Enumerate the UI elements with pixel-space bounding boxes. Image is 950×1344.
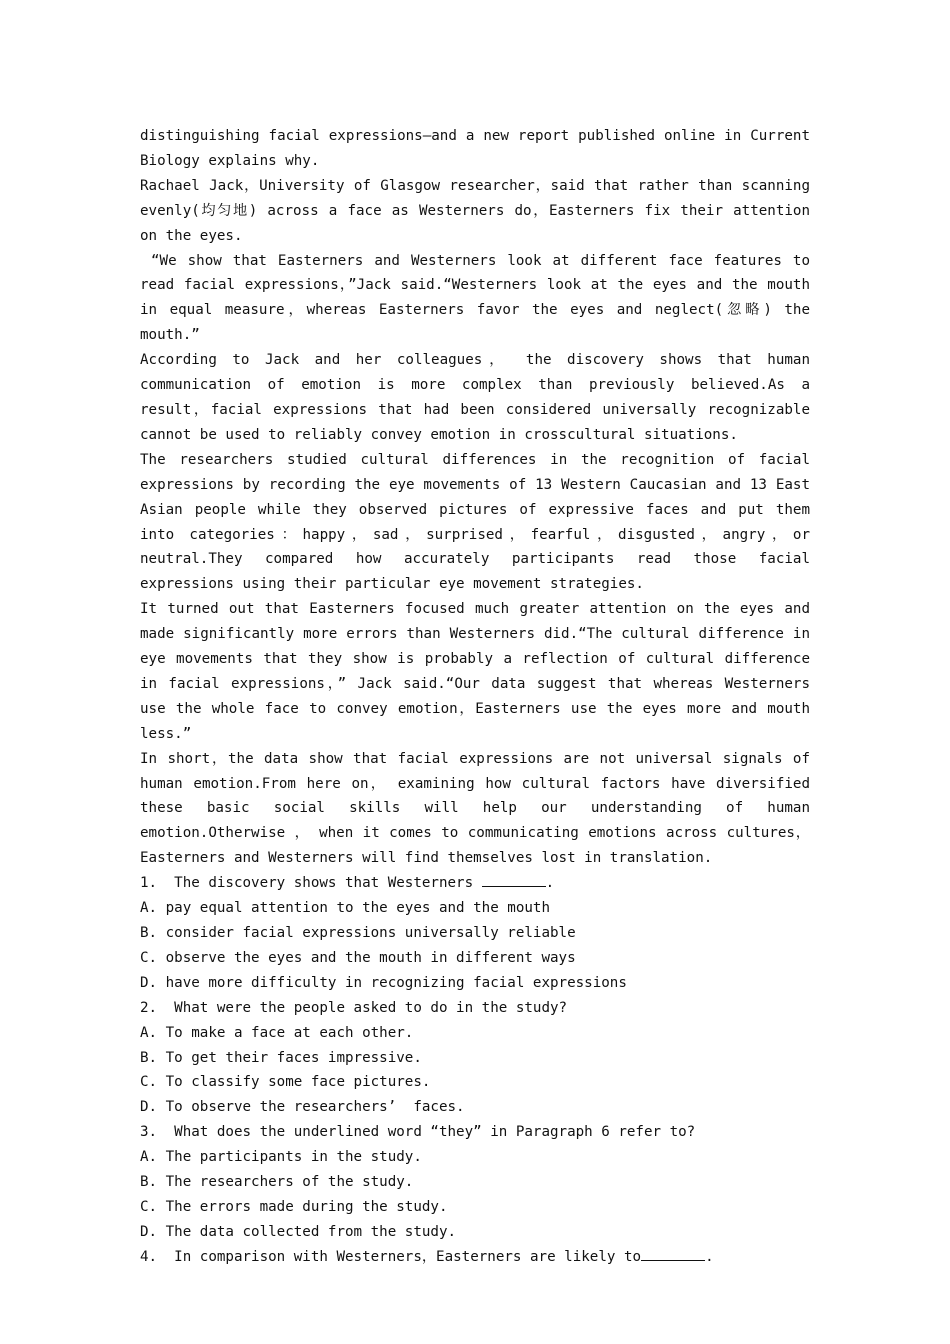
question-1: [140, 871, 810, 996]
answer-option: A. The participants in the study.: [140, 1149, 422, 1166]
question-stem: [140, 1245, 810, 1270]
answer-option: B. consider facial expressions universally reliable: [140, 925, 576, 941]
question-stem-end: .: [545, 875, 555, 892]
answer-option: A. To make a face at each other.: [140, 1024, 414, 1041]
answer-blank: [641, 1246, 705, 1261]
question-stem-text: 4. In comparison with Westerners，Easterners are likely to: [140, 1248, 642, 1265]
question-2: [140, 996, 810, 1121]
answer-option: A. pay equal attention to the eyes and the mouth: [140, 900, 550, 917]
paragraph: In short，the data show that facial expressions are not universal signals of human emotion.From here on， examining how cultural factors have diversified these basic social skills will help our understanding of human emotion.Otherwise ， when it comes to communicating emotions across cultures，Easterners and Westerners will find themselves lost in translation.: [140, 750, 819, 867]
document-page: [140, 124, 819, 1270]
question-stem-text: 1. The discovery shows that Westerners: [140, 875, 482, 892]
paragraph: “We show that Easterners and Westerners look at different face features to read facial expressions，”Jack said.“Westerners look at the eyes and the mouth in equal measure，whereas Easterners favor the eyes and neglect(忽略) the mouth.”: [140, 252, 819, 344]
question-4: [140, 1245, 810, 1270]
paragraph: It turned out that Easterners focused much greater attention on the eyes and made significantly more errors than Westerners did.“The cultural difference in eye movements that they show is probably a reflection of cultural difference in facial expressions，” Jack said.“Our data suggest that whereas Westerners use the whole face to convey emotion，Easterners use the eyes more and mouth less.”: [140, 601, 819, 742]
question-stem: 3. What does the underlined word “they” in Paragraph 6 refer to?: [140, 1124, 696, 1141]
question-stem: 2. What were the people asked to do in the study?: [140, 999, 568, 1016]
answer-option: C. To classify some face pictures.: [140, 1074, 431, 1091]
answer-option: B. To get their faces impressive.: [140, 1049, 422, 1066]
answer-blank: [482, 872, 546, 887]
answer-option: C. The errors made during the study.: [140, 1198, 448, 1215]
paragraph: The researchers studied cultural differences in the recognition of facial expressions by recording the eye movements of 13 Western Caucasian and 13 East Asian people while they observed pictures of expressive faces and put them into categories：happy，sad，surprised，fearful，disgusted，angry，or neutral.They compared how accurately participants read those facial expressions using their particular eye movement strategies.: [140, 451, 819, 593]
answer-option: B. The researchers of the study.: [140, 1174, 414, 1191]
question-stem: [140, 871, 810, 896]
answer-option: D. The data collected from the study.: [140, 1223, 457, 1240]
paragraph: distinguishing facial expressions—and a new report published online in Current Biology explains why.: [140, 128, 819, 169]
answer-option: D. have more difficulty in recognizing facial expressions: [140, 974, 627, 991]
question-3: [140, 1120, 810, 1245]
paragraph: According to Jack and her colleagues， the discovery shows that human communication of emotion is more complex than previously believed.As a result，facial expressions that had been considered universally recognizable cannot be used to reliably convey emotion in crosscultural situations.: [140, 352, 819, 443]
answer-option: C. observe the eyes and the mouth in different ways: [140, 949, 576, 966]
answer-option: D. To observe the researchers’ faces.: [140, 1099, 465, 1116]
question-stem-end: .: [705, 1248, 714, 1265]
paragraph: Rachael Jack，University of Glasgow researcher，said that rather than scanning evenly(均匀地) across a face as Westerners do，Easterners fix their attention on the eyes.: [140, 177, 819, 244]
